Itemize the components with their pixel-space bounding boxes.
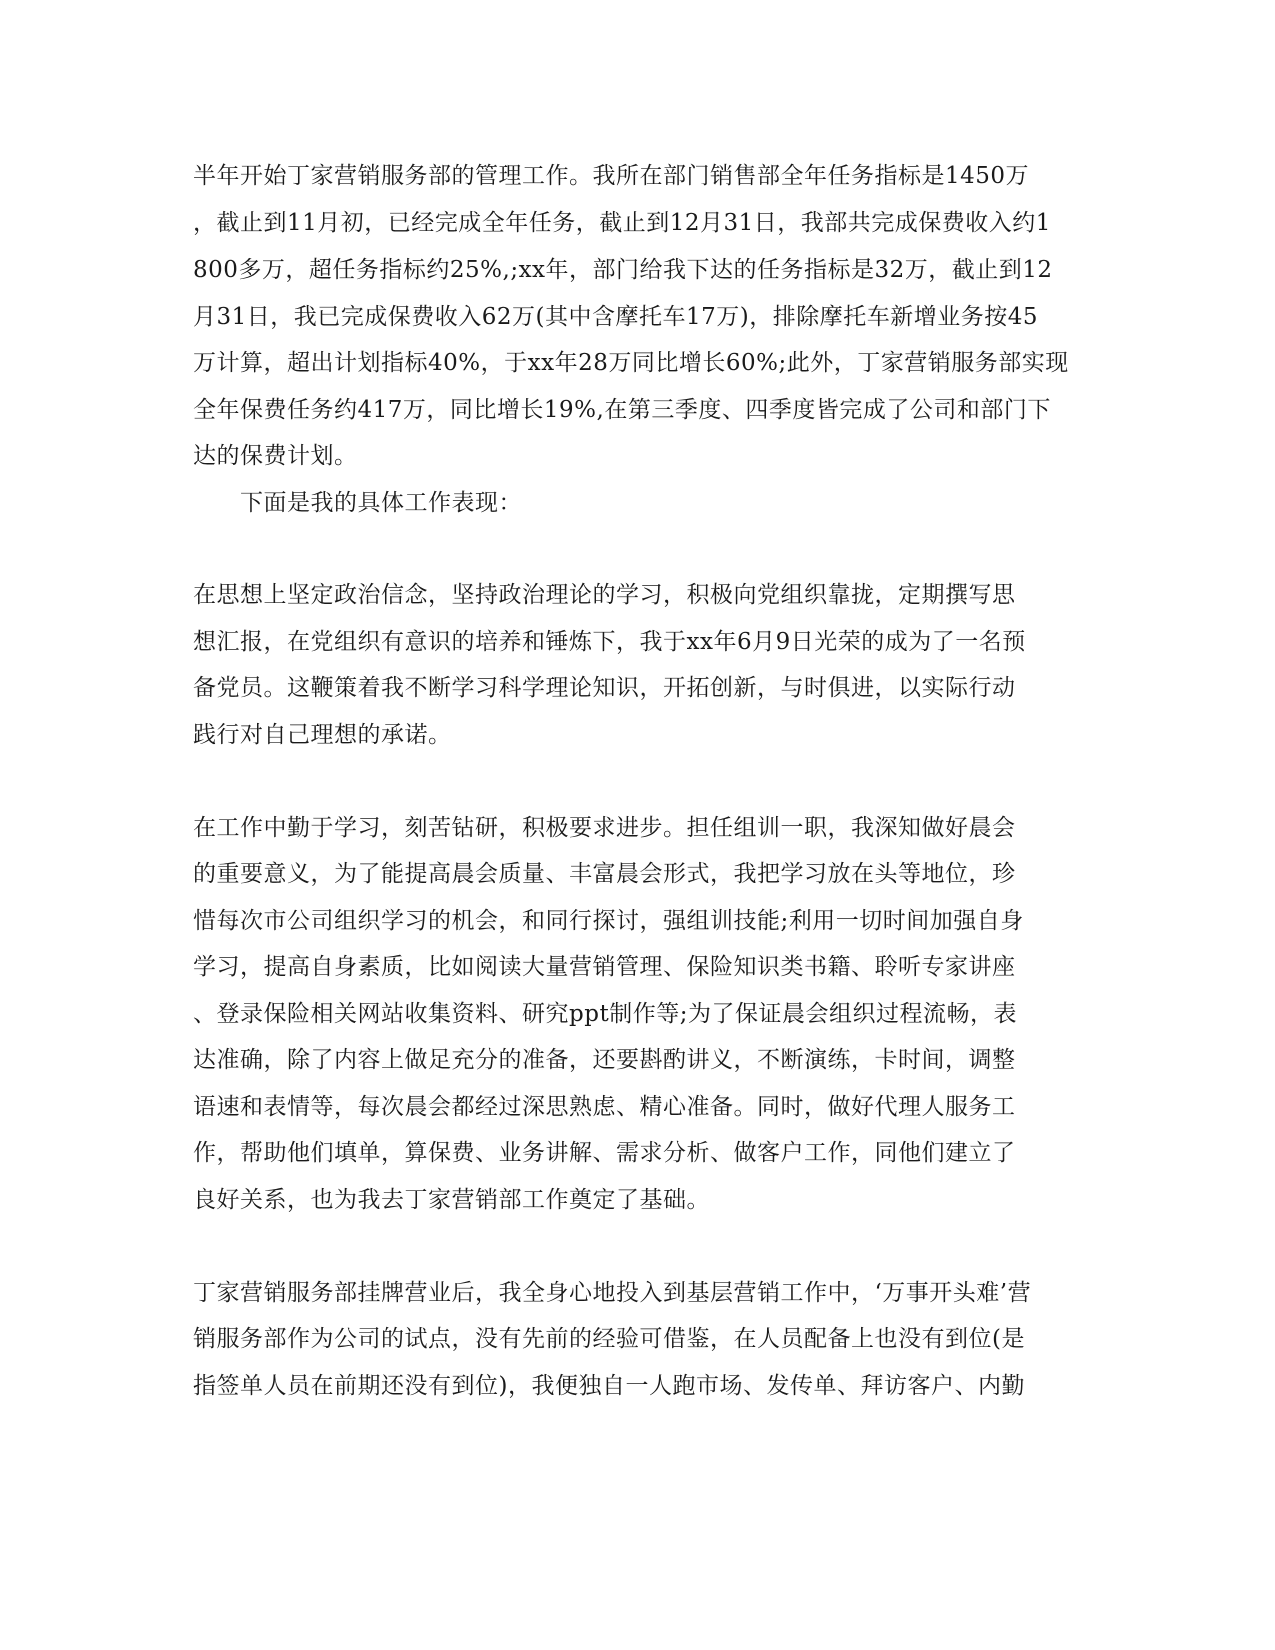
text-line: 万计算，超出计划指标40%，于xx年28万同比增长60%;此外，丁家营销服务部实现 <box>193 350 1069 376</box>
text-line: 指签单人员在前期还没有到位)，我便独自一人跑市场、发传单、拜访客户、内勤 <box>193 1373 1025 1399</box>
text-line: 达的保费计划。 <box>193 443 358 469</box>
text-line: ，截止到11月初，已经完成全年任务，截止到12月31日，我部共完成保费收入约1 <box>193 210 1051 236</box>
text-line: 践行对自己理想的承诺。 <box>193 722 452 748</box>
text-line: 语速和表情等，每次晨会都经过深思熟虑、精心准备。同时，做好代理人服务工 <box>193 1094 1016 1120</box>
text-line: 在工作中勤于学习，刻苦钻研，积极要求进步。担任组训一职，我深知做好晨会 <box>193 815 1016 841</box>
text-line: 800多万，超任务指标约25%,;xx年，部门给我下达的任务指标是32万，截止到12 <box>193 257 1053 283</box>
text-line: 销服务部作为公司的试点，没有先前的经验可借鉴，在人员配备上也没有到位(是 <box>193 1326 1025 1352</box>
text-line: 惜每次市公司组织学习的机会，和同行探讨，强组训技能;利用一切时间加强自身 <box>193 908 1024 934</box>
text-line: 半年开始丁家营销服务部的管理工作。我所在部门销售部全年任务指标是1450万 <box>193 163 1030 189</box>
text-line: 学习，提高自身素质，比如阅读大量营销管理、保险知识类书籍、聆听专家讲座 <box>193 954 1016 980</box>
paragraph-intro: 下面是我的具体工作表现： <box>240 490 522 516</box>
text-line: 备党员。这鞭策着我不断学习科学理论知识，开拓创新，与时俱进，以实际行动 <box>193 675 1016 701</box>
text-line: 良好关系，也为我去丁家营销部工作奠定了基础。 <box>193 1187 710 1213</box>
text-line: 的重要意义，为了能提高晨会质量、丰富晨会形式，我把学习放在头等地位，珍 <box>193 861 1016 887</box>
text-line: 全年保费任务约417万，同比增长19%,在第三季度、四季度皆完成了公司和部门下 <box>193 397 1051 423</box>
text-line: 月31日，我已完成保费收入62万(其中含摩托车17万)，排除摩托车新增业务按45 <box>193 304 1039 330</box>
text-line: 达准确，除了内容上做足充分的准备，还要斟酌讲义，不断演练，卡时间，调整 <box>193 1047 1016 1073</box>
text-line: 丁家营销服务部挂牌营业后，我全身心地投入到基层营销工作中，‘万事开头难’营 <box>193 1280 1032 1306</box>
text-line: 在思想上坚定政治信念，坚持政治理论的学习，积极向党组织靠拢，定期撰写思 <box>193 582 1016 608</box>
text-line: 想汇报，在党组织有意识的培养和锤炼下，我于xx年6月9日光荣的成为了一名预 <box>193 629 1026 655</box>
text-line: 、登录保险相关网站收集资料、研究ppt制作等;为了保证晨会组织过程流畅，表 <box>193 1001 1017 1027</box>
text-line: 作，帮助他们填单，算保费、业务讲解、需求分析、做客户工作，同他们建立了 <box>193 1140 1016 1166</box>
